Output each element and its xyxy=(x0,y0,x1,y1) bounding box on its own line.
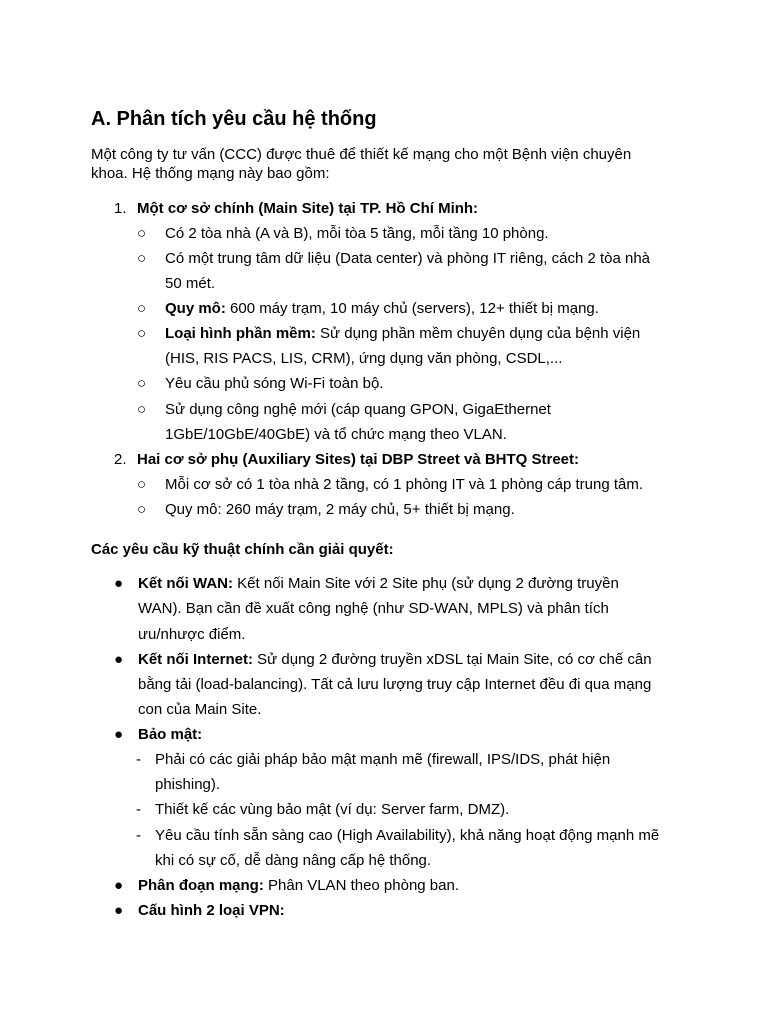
circle-bullet-icon: ○ xyxy=(137,225,147,242)
requirement-internet: Kết nối Internet: Sử dụng 2 đường truyền xDSL tại Main Site, có cơ chế cân xyxy=(138,651,652,668)
requirement-internet-continued: bằng tải (load-balancing). Tất cả lưu lượng truy cập Internet đều đi qua mạng xyxy=(138,676,652,693)
list-item: Sử dụng công nghệ mới (cáp quang GPON, GigaEthernet xyxy=(165,401,551,418)
list-item-continued: 1GbE/10GbE/40GbE) và tổ chức mạng theo VLAN. xyxy=(165,426,507,443)
requirement-segmentation: Phân đoạn mạng: Phân VLAN theo phòng ban. xyxy=(138,877,459,894)
bullet-icon: ● xyxy=(114,877,124,894)
list-item: Có một trung tâm dữ liệu (Data center) và phòng IT riêng, cách 2 tòa nhà xyxy=(165,250,651,267)
list-item: Có 2 tòa nhà (A và B), mỗi tòa 5 tầng, mỗi tầng 10 phòng. xyxy=(165,225,549,242)
list-number-1: 1. xyxy=(114,200,127,217)
bullet-icon: ● xyxy=(114,575,124,592)
dash-bullet-icon: - xyxy=(136,751,141,768)
bullet-icon: ● xyxy=(114,651,124,668)
list-item: Quy mô: 260 máy trạm, 2 máy chủ, 5+ thiết bị mạng. xyxy=(165,501,515,518)
bullet-icon: ● xyxy=(114,902,124,919)
page-title: A. Phân tích yêu cầu hệ thống xyxy=(91,108,377,130)
security-item: Thiết kế các vùng bảo mật (ví dụ: Server farm, DMZ). xyxy=(155,801,510,818)
intro-line-1: Một công ty tư vấn (CCC) được thuê để thiết kế mạng cho một Bệnh viện chuyên xyxy=(91,146,632,163)
requirement-wan-continued: WAN). Bạn cần đề xuất công nghệ (như SD-WAN, MPLS) và phân tích xyxy=(138,600,609,617)
requirement-wan: Kết nối WAN: Kết nối Main Site với 2 Site phụ (sử dụng 2 đường truyền xyxy=(138,575,619,592)
bullet-icon: ● xyxy=(114,726,124,743)
requirement-wan-continued: ưu/nhược điểm. xyxy=(138,626,246,643)
list-item-continued: (HIS, RIS PACS, LIS, CRM), ứng dụng văn phòng, CSDL,... xyxy=(165,350,563,367)
circle-bullet-icon: ○ xyxy=(137,401,147,418)
intro-line-2: khoa. Hệ thống mạng này bao gồm: xyxy=(91,165,330,182)
security-item-continued: phishing). xyxy=(155,776,221,793)
list-item: Loại hình phần mềm: Sử dụng phần mềm chuyên dụng của bệnh viện xyxy=(165,325,641,342)
circle-bullet-icon: ○ xyxy=(137,250,147,267)
list-item: Quy mô: 600 máy trạm, 10 máy chủ (servers), 12+ thiết bị mạng. xyxy=(165,300,599,317)
security-item: Yêu cầu tính sẵn sàng cao (High Availability), khả năng hoạt động mạnh mẽ xyxy=(155,827,660,844)
list-item: Yêu cầu phủ sóng Wi-Fi toàn bộ. xyxy=(165,375,384,392)
circle-bullet-icon: ○ xyxy=(137,300,147,317)
circle-bullet-icon: ○ xyxy=(137,476,147,493)
site-1-heading: Một cơ sở chính (Main Site) tại TP. Hồ Chí Minh: xyxy=(137,200,479,217)
circle-bullet-icon: ○ xyxy=(137,501,147,518)
dash-bullet-icon: - xyxy=(136,801,141,818)
list-number-2: 2. xyxy=(114,451,127,468)
circle-bullet-icon: ○ xyxy=(137,325,147,342)
list-item-continued: 50 mét. xyxy=(165,275,216,292)
requirement-security: Bảo mật: xyxy=(138,726,203,743)
dash-bullet-icon: - xyxy=(136,827,141,844)
security-item-continued: khi có sự cố, dễ dàng nâng cấp hệ thống. xyxy=(155,852,432,869)
circle-bullet-icon: ○ xyxy=(137,375,147,392)
list-item: Mỗi cơ sở có 1 tòa nhà 2 tầng, có 1 phòng IT và 1 phòng cáp trung tâm. xyxy=(165,476,644,493)
site-2-heading: Hai cơ sở phụ (Auxiliary Sites) tại DBP Street và BHTQ Street: xyxy=(137,451,580,468)
security-item: Phải có các giải pháp bảo mật mạnh mẽ (firewall, IPS/IDS, phát hiện xyxy=(155,751,611,768)
requirement-vpn: Cấu hình 2 loại VPN: xyxy=(138,902,285,919)
requirements-heading: Các yêu cầu kỹ thuật chính cần giải quyết: xyxy=(91,541,394,558)
requirement-internet-continued: con của Main Site. xyxy=(138,701,262,718)
